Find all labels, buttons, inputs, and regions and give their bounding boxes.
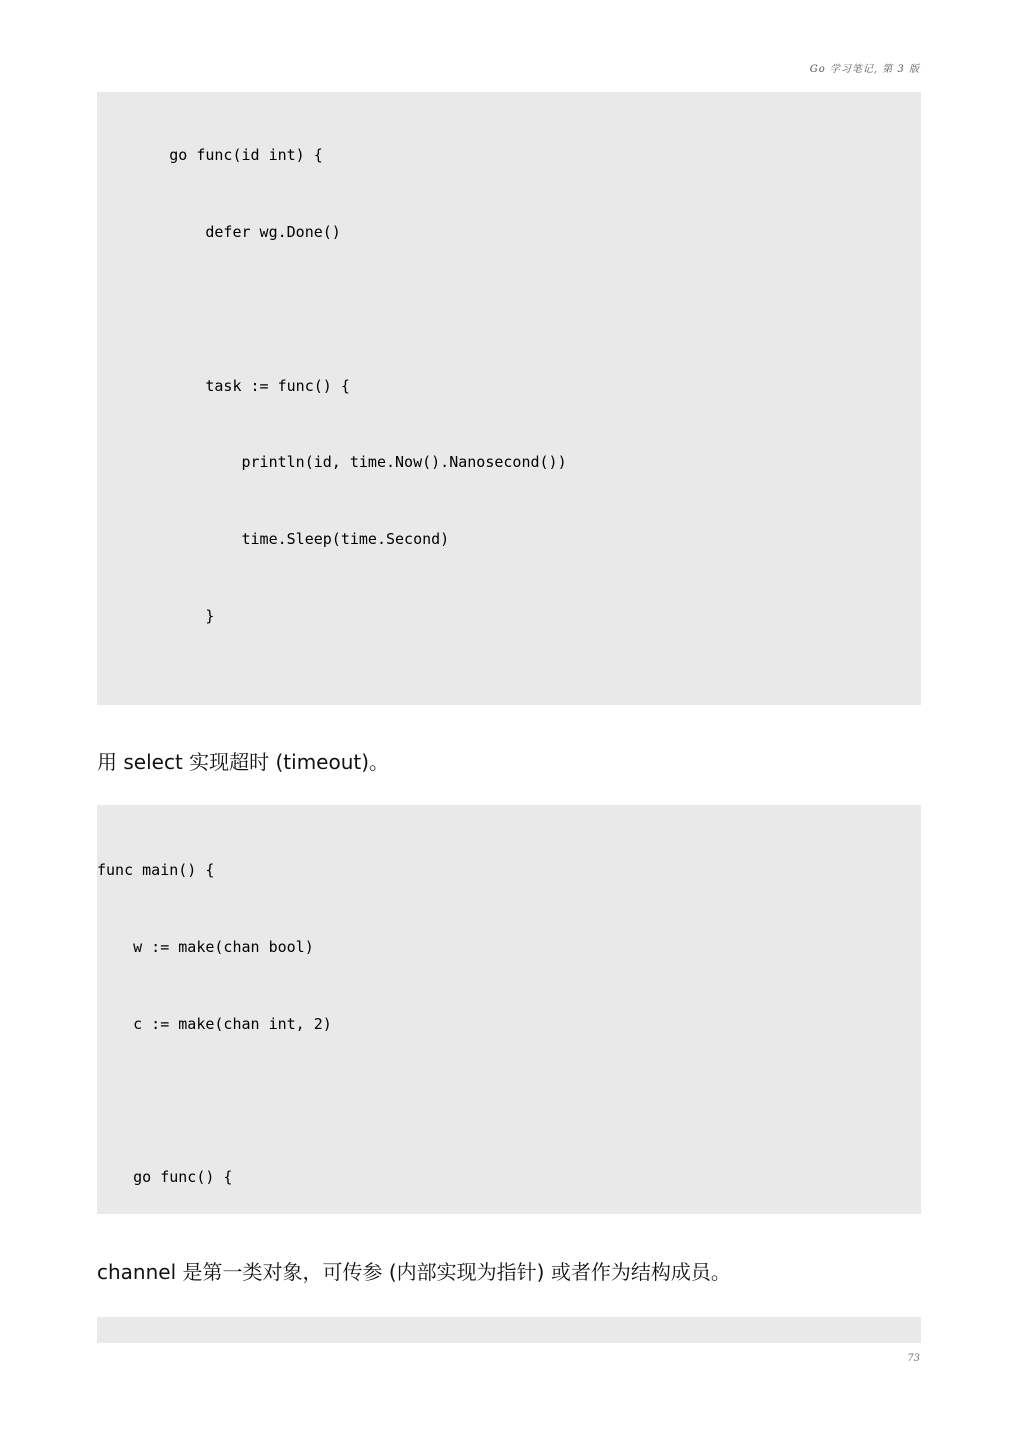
- paragraph-channel-first-class: channel 是第一类对象，可传参 (内部实现为指针) 或者作为结构成员。: [97, 1260, 731, 1284]
- code-line: println(id, time.Now().Nanosecond()): [97, 453, 567, 472]
- code-line: w := make(chan bool): [97, 937, 314, 956]
- code-line: c := make(chan int, 2): [97, 1014, 332, 1033]
- code-line: [97, 681, 921, 705]
- code-line: }: [97, 606, 215, 625]
- running-header: Go 学习笔记, 第 3 版: [809, 64, 920, 75]
- code-line: func main() {: [97, 861, 215, 880]
- code-line: task := func() {: [97, 376, 350, 395]
- page-number: 73: [907, 1353, 920, 1364]
- code-line: defer wg.Done(): [97, 222, 341, 241]
- code-line: [97, 1089, 921, 1115]
- code-line: time.Sleep(time.Second): [97, 530, 450, 549]
- code-block-select-quit: [97, 92, 921, 705]
- code-block-timeout: [97, 805, 921, 1214]
- paragraph-timeout: 用 select 实现超时 (timeout)。: [97, 750, 390, 774]
- code-line: [97, 297, 921, 323]
- code-line: go func(id int) {: [97, 146, 323, 165]
- code-block-request-struct: [97, 1317, 921, 1343]
- code-line: go func() {: [97, 1168, 233, 1187]
